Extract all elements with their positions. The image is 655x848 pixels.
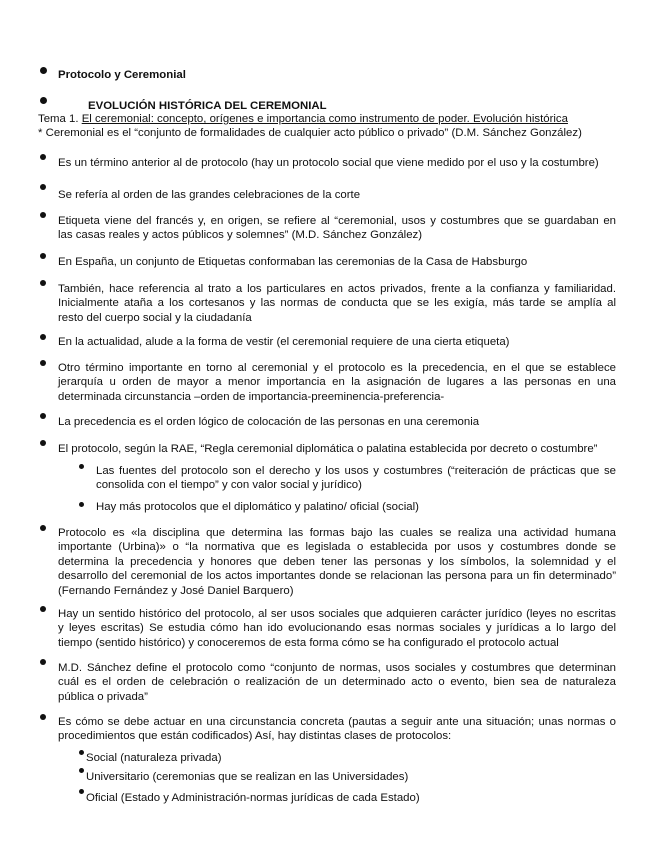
heading-protocolo: Protocolo y Ceremonial <box>58 69 186 81</box>
bullet-dot <box>40 212 46 218</box>
sub-list-item: Hay más protocolos que el diplomático y palatino/ oficial (social) <box>96 501 419 513</box>
bullet-dot <box>79 768 84 773</box>
list-item: Protocolo es «la disciplina que determina las formas bajo las cuales se realiza una actividad humana importante (Urbina)» o “la normativa que es legislada o establecida por usos y costumbres donde se determina la precedencia y honores que deben tener las personas y los símbolos, la solemnidad y el desarrollo del ceremonial de los actos importantes donde se relacionan las persona para un fin determinado” (Fernando Fernández y José Daniel Barquero) <box>58 527 616 597</box>
list-item: También, hace referencia al trato a los particulares en actos privados, frente a la confianza y familiaridad. Inicialmente ataña a los cortesanos y las normas de conducta que se les exigía, más tarde se amplía al resto del cuerpo social y la ciudadanía <box>58 283 616 324</box>
definition-line: * Ceremonial es el “conjunto de formalidades de cualquier acto público o privado” (D.M. Sánchez González) <box>38 127 582 139</box>
list-item: El protocolo, según la RAE, “Regla ceremonial diplomática o palatina establecida por decreto o costumbre” <box>58 443 598 455</box>
bullet-dot <box>40 334 46 340</box>
list-item: Otro término importante en torno al ceremonial y el protocolo es la precedencia, en el que se establece jerarquía u orden de mayor a menor importancia en la asignación de lugares a las personas en una determinada circunstancia –orden de importancia-preeminencia-preferencia- <box>58 362 616 403</box>
bullet-dot <box>40 525 46 531</box>
list-item: Hay un sentido histórico del protocolo, al ser usos sociales que adquieren carácter jurídico (leyes no escritas y leyes escritas) Se estudia cómo han ido evolucionando esas normas sociales y jurídicas a lo largo del tiempo (sentido histórico) y conoceremos de esta forma cómo se ha configurado el protocolo actual <box>58 608 616 649</box>
bullet-dot <box>40 360 46 366</box>
tema-line <box>38 112 568 126</box>
list-item: Es cómo se debe actuar en una circunstancia concreta (pautas a seguir ante una situación; unas normas o procedimientos que están codificados) Así, hay distintas clases de protocolos: <box>58 716 616 743</box>
bullet-dot <box>40 154 46 160</box>
bullet-dot <box>40 253 46 259</box>
bullet-dot <box>40 97 47 104</box>
bullet-dot <box>40 440 46 446</box>
bullet-dot <box>79 502 84 507</box>
bullet-dot <box>40 659 46 665</box>
class-item: Oficial (Estado y Administración-normas jurídicas de cada Estado) <box>86 792 420 804</box>
bullet-dot <box>40 413 46 419</box>
class-item: Social (naturaleza privada) <box>86 752 222 764</box>
bullet-dot <box>79 789 84 794</box>
list-item: Es un término anterior al de protocolo (hay un protocolo social que viene medido por el uso y la costumbre) <box>58 157 599 169</box>
list-item: M.D. Sánchez define el protocolo como “conjunto de normas, usos sociales y costumbres que determinan cuál es el orden de celebración o realización de un determinado acto o evento, bien sea de naturaleza pública o privada” <box>58 662 616 703</box>
list-item: La precedencia es el orden lógico de colocación de las personas en una ceremonia <box>58 416 480 428</box>
bullet-dot <box>79 464 84 469</box>
list-item: Se refería al orden de las grandes celebraciones de la corte <box>58 189 361 201</box>
tema-prefix: Tema 1. <box>38 113 82 125</box>
class-item: Universitario (ceremonias que se realizan en las Universidades) <box>86 771 409 783</box>
heading-evolucion: EVOLUCIÓN HISTÓRICA DEL CEREMONIAL <box>88 100 327 112</box>
bullet-dot <box>79 750 84 755</box>
bullet-dot <box>40 280 46 286</box>
list-item: En España, un conjunto de Etiquetas conformaban las ceremonias de la Casa de Habsburgo <box>58 256 528 268</box>
bullet-dot <box>40 606 46 612</box>
list-item: Etiqueta viene del francés y, en origen, se refiere al “ceremonial, usos y costumbres que se guardaban en las casas reales y actos públicos y solemnes” (M.D. Sánchez González) <box>58 215 616 242</box>
sub-list-item: Las fuentes del protocolo son el derecho y los usos y costumbres (“reiteración de prácticas que se consolida con el tiempo” y con valor social y jurídico) <box>96 465 616 492</box>
bullet-dot <box>40 67 47 74</box>
list-item: En la actualidad, alude a la forma de vestir (el ceremonial requiere de una cierta etiqueta) <box>58 336 510 348</box>
bullet-dot <box>40 714 46 720</box>
bullet-dot <box>40 184 46 190</box>
tema-title: El ceremonial: concepto, orígenes e importancia como instrumento de poder. Evolución histórica <box>81 113 568 125</box>
